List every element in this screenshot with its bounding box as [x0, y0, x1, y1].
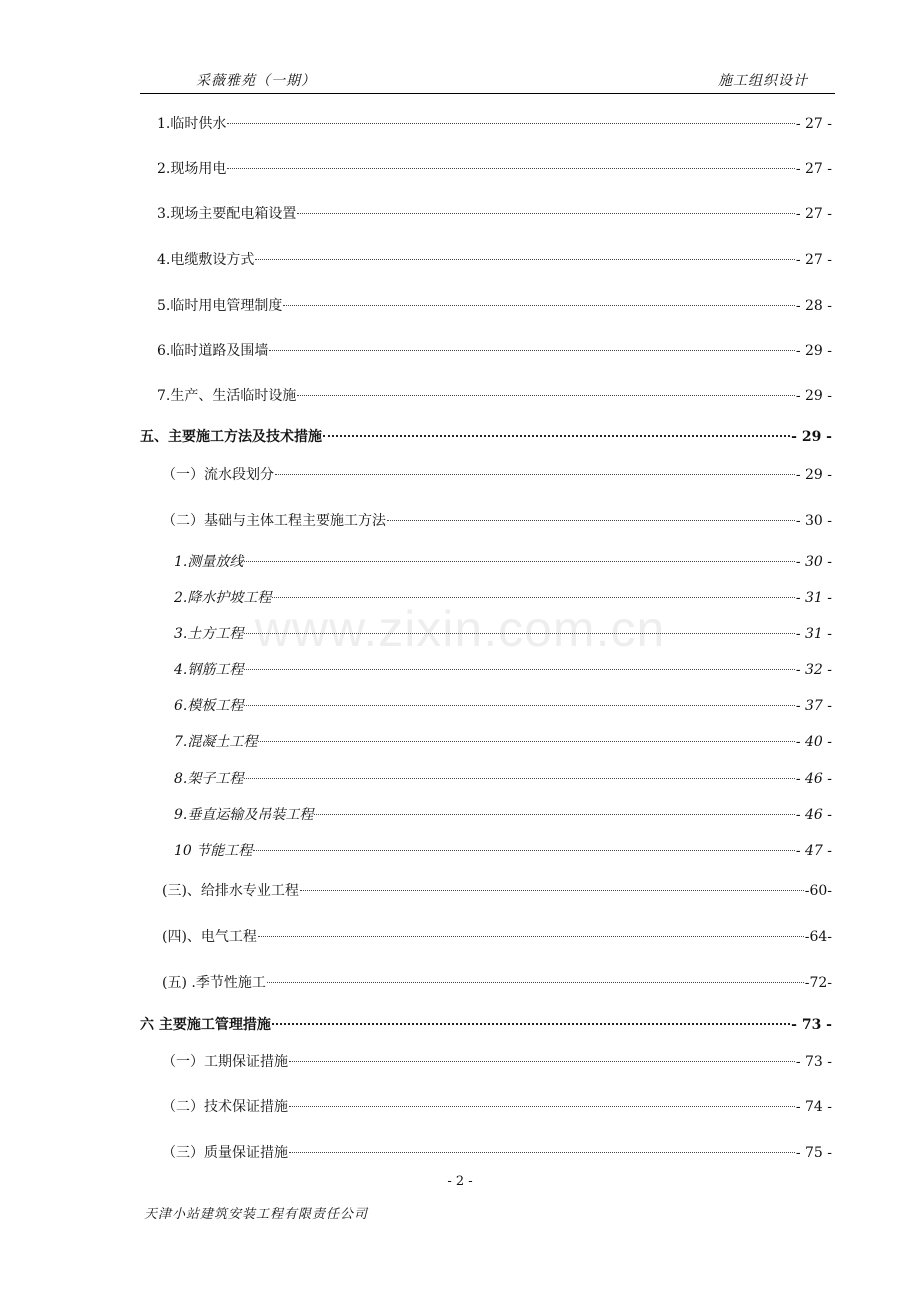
toc-entry-title: （一）工期保证措施 — [162, 1054, 288, 1070]
toc-entry-title: 10 节能工程 — [174, 843, 253, 859]
toc-entry-title: 7.混凝土工程 — [174, 734, 258, 750]
toc-entry-page-number: - 47 - — [795, 843, 832, 859]
toc-dot-leader — [244, 778, 794, 779]
toc-dot-leader — [258, 936, 804, 937]
toc-entry-page-number: - 29 - — [795, 467, 832, 483]
toc-entry[interactable] — [162, 510, 832, 532]
toc-entry-page-number: - 73 - — [795, 1054, 832, 1070]
toc-entry-page-number: - 27 - — [795, 206, 832, 222]
toc-entry[interactable] — [140, 1014, 832, 1036]
toc-dot-leader — [387, 520, 795, 521]
toc-entry-page-number: - 27 - — [795, 161, 832, 177]
toc-entry-page-number: -60- — [804, 883, 832, 899]
toc-entry-title: （二）基础与主体工程主要施工方法 — [162, 513, 386, 529]
toc-entry-page-number: - 46 - — [795, 807, 832, 823]
toc-entry[interactable] — [174, 731, 832, 753]
toc-dot-leader — [275, 474, 795, 475]
toc-entry-title: 3.土方工程 — [174, 626, 244, 642]
toc-entry-page-number: - 28 - — [795, 298, 832, 314]
toc-entry[interactable] — [157, 295, 832, 317]
toc-entry[interactable] — [157, 113, 832, 135]
toc-entry-page-number: - 75 - — [795, 1145, 832, 1161]
toc-dot-leader — [244, 633, 794, 634]
toc-entry-title: 4.钢筋工程 — [174, 662, 244, 678]
page-number: - 2 - — [447, 1174, 473, 1189]
toc-entry[interactable] — [157, 203, 832, 225]
toc-dot-leader — [314, 814, 794, 815]
toc-entry[interactable] — [174, 840, 832, 862]
toc-entry[interactable] — [140, 426, 832, 448]
toc-dot-leader — [269, 350, 794, 351]
toc-entry-page-number: - 73 - — [791, 1017, 832, 1033]
toc-dot-leader — [289, 1061, 795, 1062]
page-header-left-title: 采薇雅苑（一期） — [196, 73, 316, 89]
toc-entry[interactable] — [162, 880, 832, 902]
toc-entry[interactable] — [174, 659, 832, 681]
toc-entry-title: 5.临时用电管理制度 — [157, 298, 283, 314]
toc-entry-page-number: - 30 - — [795, 554, 832, 570]
watermark: www.zixin.com.cn — [254, 601, 666, 657]
toc-dot-leader — [272, 1023, 790, 1025]
toc-entry[interactable] — [174, 768, 832, 790]
toc-entry[interactable] — [162, 926, 832, 948]
footer-company-name: 天津小站建筑安装工程有限责任公司 — [144, 1207, 369, 1222]
toc-dot-leader — [289, 1106, 795, 1107]
toc-entry[interactable] — [157, 340, 832, 362]
toc-entry-title: 2.现场用电 — [157, 161, 227, 177]
toc-dot-leader — [244, 561, 794, 562]
toc-entry-title: 六 主要施工管理措施 — [140, 1017, 271, 1033]
toc-entry-title: (五) .季节性施工 — [162, 975, 266, 991]
toc-dot-leader — [253, 850, 795, 851]
toc-entry-page-number: - 32 - — [795, 662, 832, 678]
toc-dot-leader — [258, 741, 794, 742]
toc-entry[interactable] — [157, 385, 832, 407]
toc-entry-page-number: - 30 - — [795, 513, 832, 529]
toc-entry-page-number: - 29 - — [795, 388, 832, 404]
toc-entry[interactable] — [162, 1096, 832, 1118]
toc-dot-leader — [244, 669, 794, 670]
toc-entry-page-number: - 29 - — [791, 429, 832, 445]
toc-entry[interactable] — [162, 972, 832, 994]
toc-dot-leader — [289, 1152, 795, 1153]
toc-entry-title: 1.测量放线 — [174, 554, 244, 570]
toc-entry[interactable] — [162, 1051, 832, 1073]
toc-entry[interactable] — [162, 464, 832, 486]
toc-entry-page-number: - 46 - — [795, 771, 832, 787]
toc-entry-title: 2.降水护坡工程 — [174, 590, 272, 606]
toc-entry-title: （一）流水段划分 — [162, 467, 274, 483]
toc-entry-page-number: - 27 - — [795, 252, 832, 268]
toc-dot-leader — [267, 982, 804, 983]
toc-entry[interactable] — [162, 1142, 832, 1164]
toc-entry-page-number: -64- — [804, 929, 832, 945]
toc-entry-title: (三)、给排水专业工程 — [162, 883, 299, 899]
toc-entry-title: 7.生产、生活临时设施 — [157, 388, 297, 404]
toc-entry-title: 6.临时道路及围墙 — [157, 343, 269, 359]
toc-entry-page-number: - 37 - — [795, 698, 832, 714]
toc-entry-title: 3.现场主要配电箱设置 — [157, 206, 297, 222]
toc-entry-page-number: - 29 - — [795, 343, 832, 359]
toc-dot-leader — [272, 597, 794, 598]
page-header-right-title: 施工组织设计 — [718, 73, 808, 89]
toc-entry-title: 8.架子工程 — [174, 771, 244, 787]
toc-entry[interactable] — [174, 551, 832, 573]
toc-entry[interactable] — [174, 587, 832, 609]
toc-dot-leader — [300, 890, 804, 891]
toc-entry[interactable] — [157, 158, 832, 180]
toc-entry-title: 9.垂直运输及吊装工程 — [174, 807, 314, 823]
toc-dot-leader — [244, 705, 794, 706]
toc-entry-title: 1.临时供水 — [157, 116, 227, 132]
toc-entry-page-number: - 40 - — [795, 734, 832, 750]
toc-entry[interactable] — [157, 249, 832, 271]
toc-dot-leader — [297, 395, 794, 396]
toc-entry-page-number: - 31 - — [795, 590, 832, 606]
toc-entry-title: （二）技术保证措施 — [162, 1099, 288, 1115]
toc-entry-title: (四)、电气工程 — [162, 929, 257, 945]
toc-entry-title: （三）质量保证措施 — [162, 1145, 288, 1161]
toc-dot-leader — [227, 123, 794, 124]
toc-dot-leader — [255, 259, 794, 260]
toc-entry-page-number: - 27 - — [795, 116, 832, 132]
toc-dot-leader — [227, 168, 794, 169]
toc-entry-page-number: -72- — [804, 975, 832, 991]
toc-entry[interactable] — [174, 695, 832, 717]
toc-dot-leader — [323, 435, 790, 437]
toc-entry-page-number: - 74 - — [795, 1099, 832, 1115]
toc-entry-title: 五、主要施工方法及技术措施 — [140, 429, 322, 445]
toc-entry-title: 6.模板工程 — [174, 698, 244, 714]
toc-entry[interactable] — [174, 804, 832, 826]
toc-dot-leader — [297, 213, 794, 214]
toc-entry-page-number: - 31 - — [795, 626, 832, 642]
toc-entry[interactable] — [174, 623, 832, 645]
toc-dot-leader — [283, 305, 794, 306]
toc-entry-title: 4.电缆敷设方式 — [157, 252, 255, 268]
